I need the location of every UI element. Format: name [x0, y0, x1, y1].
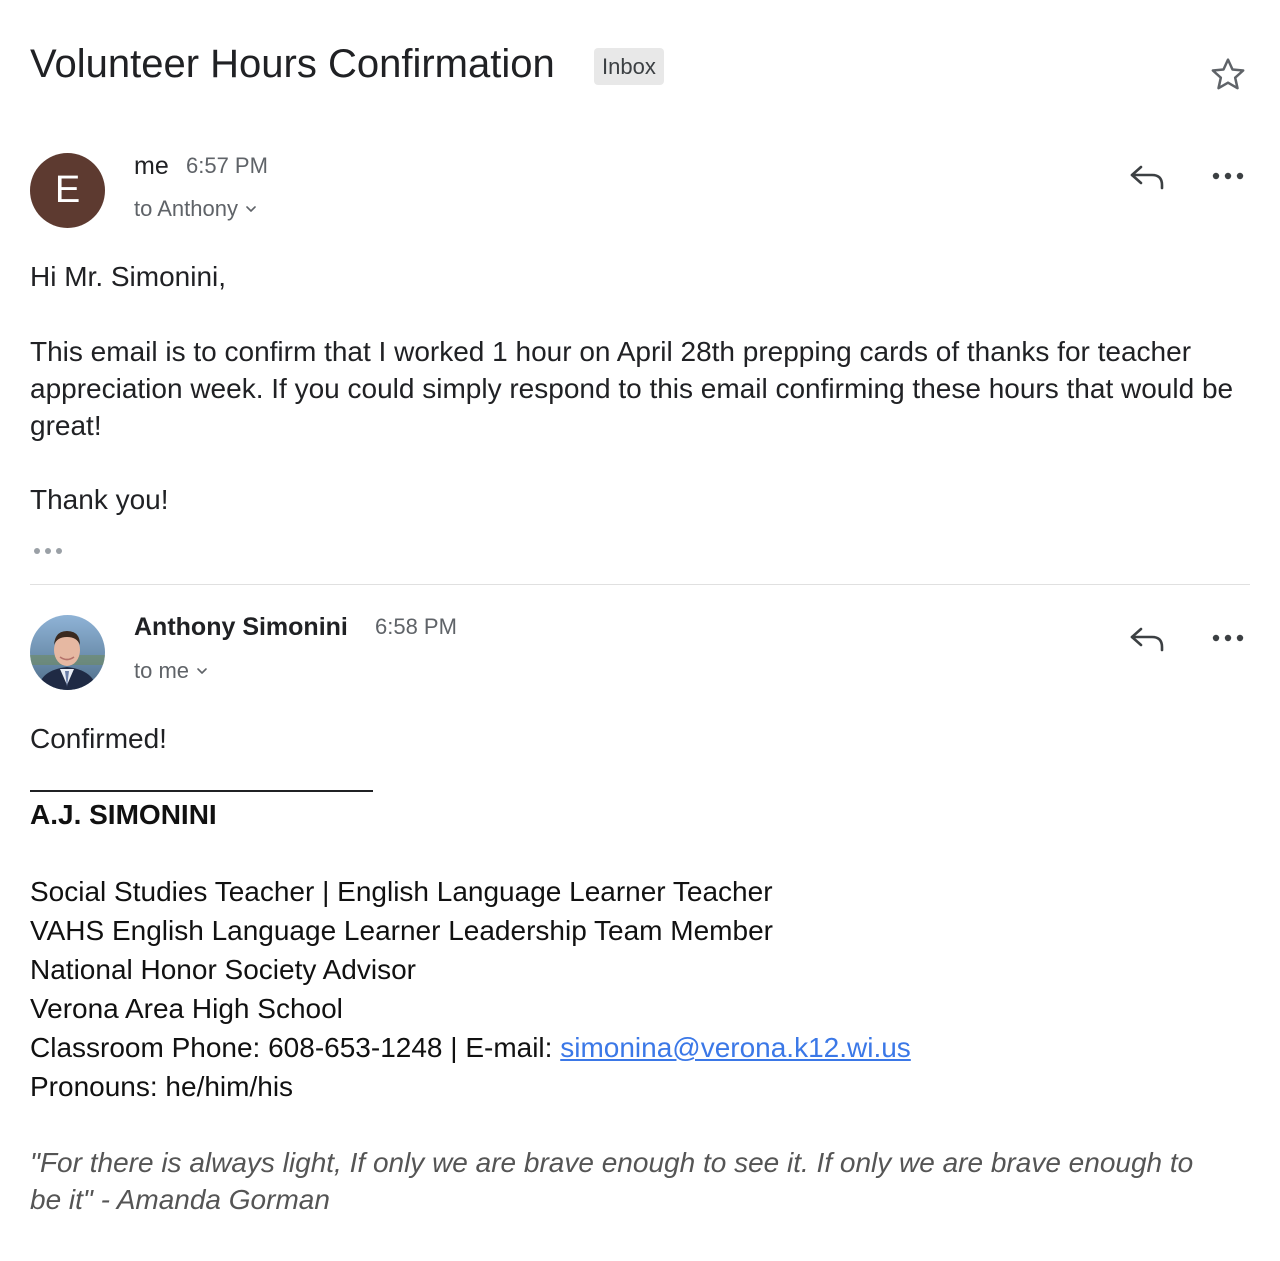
- signature-quote: "For there is always light, If only we are brave enough to see it. If only we are brave enough to be it" - Amanda Gorman: [30, 1147, 1194, 1215]
- recipient-text: to me: [134, 658, 190, 683]
- signature-school: Verona Area High School: [30, 993, 343, 1024]
- message-closing: Thank you!: [30, 484, 169, 515]
- signature-block: [30, 872, 911, 1106]
- signature-role: VAHS English Language Learner Leadership Team Member: [30, 915, 773, 946]
- recipient-text: to Anthony: [134, 196, 238, 221]
- recipient-details-toggle[interactable]: [134, 657, 209, 685]
- show-trimmed-content-icon[interactable]: [32, 540, 66, 560]
- inbox-label-chip[interactable]: Inbox: [594, 48, 664, 85]
- chevron-down-icon: [244, 202, 258, 216]
- message-time: 6:58 PM: [375, 614, 457, 639]
- sender-avatar-photo: [30, 615, 105, 690]
- message-body: Confirmed!: [30, 723, 167, 754]
- signature-pronouns: Pronouns: he/him/his: [30, 1071, 294, 1102]
- sender-avatar: E: [30, 153, 105, 228]
- message-divider: [30, 584, 1250, 585]
- more-options-icon[interactable]: [1206, 155, 1250, 199]
- sender-name: me: [134, 152, 169, 180]
- chevron-down-icon: [195, 664, 209, 678]
- reply-icon[interactable]: [1125, 155, 1169, 199]
- signature-rule: [30, 790, 373, 792]
- message-time: 6:57 PM: [186, 153, 268, 178]
- star-icon[interactable]: [1208, 55, 1248, 95]
- signature-email-link[interactable]: simonina@verona.k12.wi.us: [560, 1032, 911, 1063]
- signature-name: A.J. SIMONINI: [30, 799, 217, 830]
- sender-name: Anthony Simonini: [134, 613, 348, 641]
- signature-title: Social Studies Teacher | English Language Learner Teacher: [30, 876, 773, 907]
- signature-advisor: National Honor Society Advisor: [30, 954, 416, 985]
- recipient-details-toggle[interactable]: [134, 195, 258, 223]
- email-subject: Volunteer Hours Confirmation: [30, 42, 555, 86]
- message-greeting: Hi Mr. Simonini,: [30, 261, 227, 292]
- signature-phone: Classroom Phone: 608-653-1248 | E-mail:: [30, 1032, 561, 1063]
- signature-contact: [30, 1028, 911, 1067]
- more-options-icon[interactable]: [1206, 617, 1250, 661]
- reply-icon[interactable]: [1125, 617, 1169, 661]
- message-paragraph: This email is to confirm that I worked 1 hour on April 28th prepping cards of thanks for teacher appreciation week. If you could simply respond to this email confirming these hours that would be great!: [30, 336, 1234, 441]
